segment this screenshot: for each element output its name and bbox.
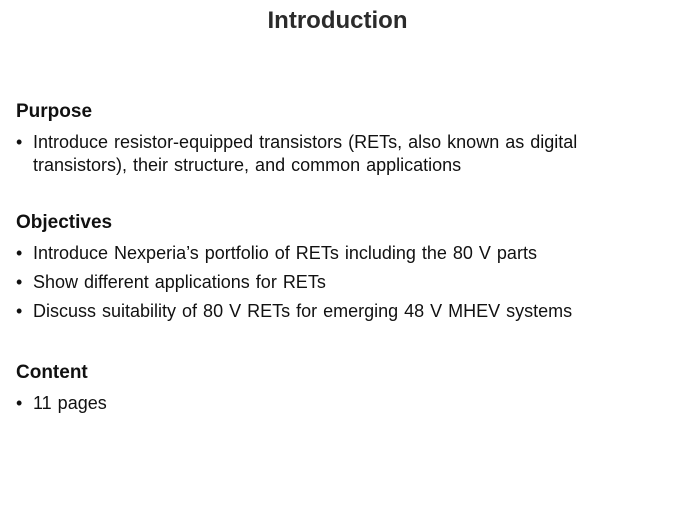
section-heading-purpose: Purpose xyxy=(16,101,93,122)
slide-title: Introduction xyxy=(267,7,408,34)
objectives-bullet-text-1: Introduce Nexperia’s portfolio of RETs including the 80 V parts xyxy=(33,243,537,263)
purpose-bullet-text: Introduce resistor-equipped transistors (RETs, also known as digital transistors), their structure, and common applications xyxy=(33,132,578,175)
bullet-icon: • xyxy=(16,301,23,321)
content-bullet-item xyxy=(16,392,666,415)
objectives-bullet-item-1 xyxy=(16,242,666,265)
section-heading-objectives: Objectives xyxy=(16,212,113,233)
objectives-bullet-text-3: Discuss suitability of 80 V RETs for emerging 48 V MHEV systems xyxy=(33,301,573,321)
content-bullet-text: 11 pages xyxy=(33,393,107,413)
bullet-icon: • xyxy=(16,393,23,413)
bullet-icon: • xyxy=(16,243,23,263)
objectives-bullet-text-2: Show different applications for RETs xyxy=(33,272,326,292)
objectives-bullet-item-3 xyxy=(16,300,666,323)
bullet-icon: • xyxy=(16,272,23,292)
section-heading-content: Content xyxy=(16,362,88,383)
purpose-bullet-item xyxy=(16,131,666,177)
bullet-icon: • xyxy=(16,132,23,152)
objectives-bullet-item-2 xyxy=(16,271,666,294)
